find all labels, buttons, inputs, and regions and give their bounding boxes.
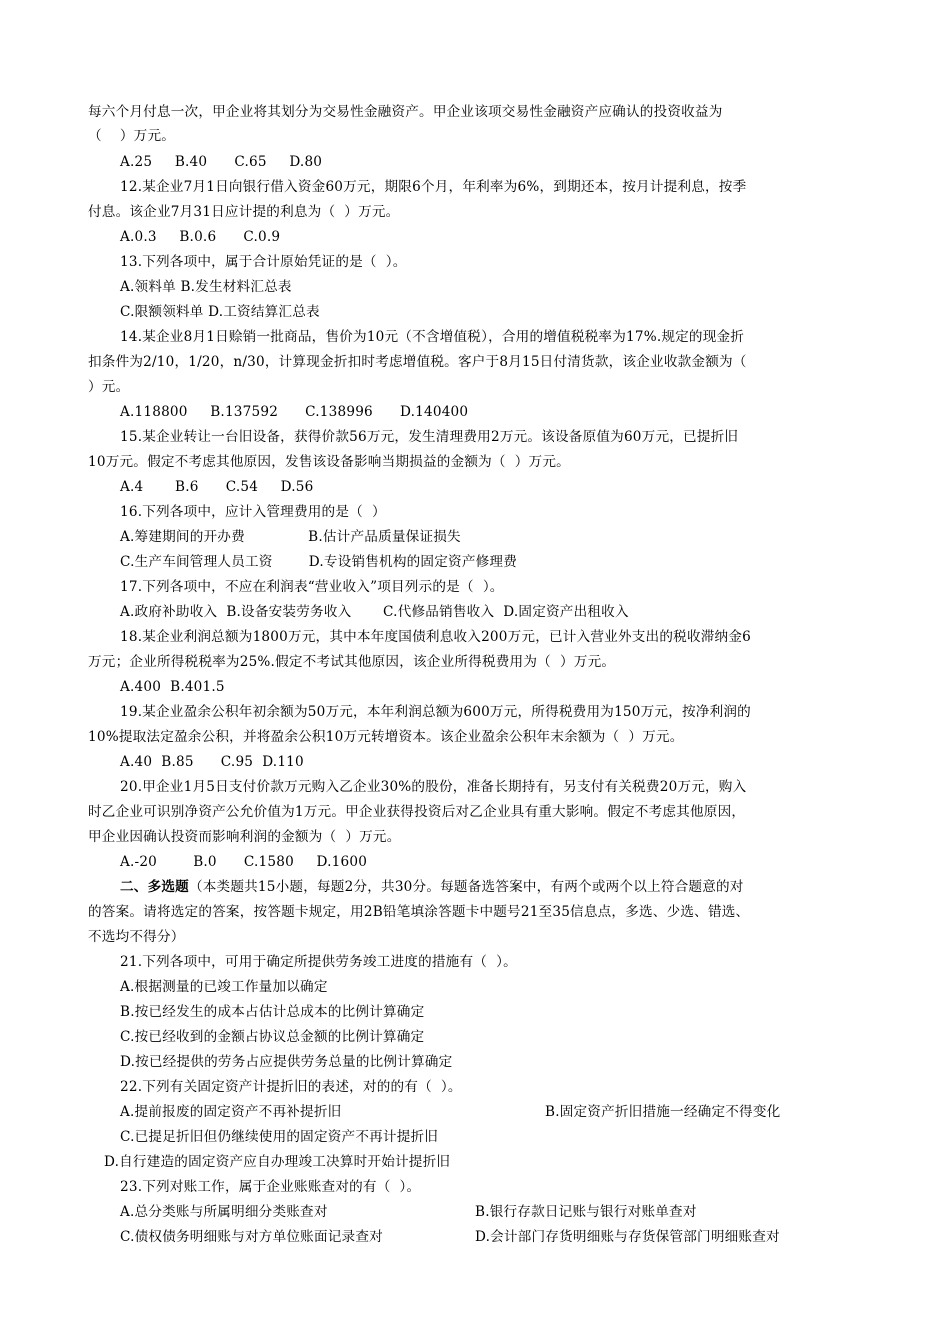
text-line: （ ）万元。: [88, 128, 176, 144]
option-line: C.生产车间管理人员工资 D.专设销售机构的固定资产修理费: [120, 554, 517, 570]
question-19: 19.某企业盈余公积年初余额为50万元，本年利润总额为600万元，所得税费用为150万元，按净利润的: [120, 704, 751, 720]
text-line: 10万元。假定不考虑其他原因，发售该设备影响当期损益的金额为（ ）万元。: [88, 454, 570, 470]
option-line: A.25 B.40 C.65 D.80: [120, 154, 323, 170]
option-line: C.限额领料单 D.工资结算汇总表: [120, 304, 320, 320]
text-line: 甲企业因确认投资而影响利润的金额为（ ）万元。: [88, 829, 401, 845]
option-line: A.总分类账与所属明细分类账查对: [120, 1204, 328, 1220]
option-line: A.领料单 B.发生材料汇总表: [120, 279, 292, 295]
text-line: 每六个月付息一次，甲企业将其划分为交易性金融资产。甲企业该项交易性金融资产应确认的投资收益为: [88, 104, 723, 120]
text-line: 付息。该企业7月31日应计提的利息为（ ）万元。: [88, 204, 400, 220]
option-line: A.4 B.6 C.54 D.56: [120, 479, 314, 495]
option-line: A.118800 B.137592 C.138996 D.140400: [120, 404, 469, 420]
option-line: B.按已经发生的成本占估计总成本的比例计算确定: [120, 1004, 425, 1020]
question-13: 13.下列各项中，属于合计原始凭证的是（ ）。: [120, 254, 407, 270]
text-line: 时乙企业可识别净资产公允价值为1万元。甲企业获得投资后对乙企业具有重大影响。假定不考虑其他原因，: [88, 804, 746, 820]
option-line: A.提前报废的固定资产不再补提折旧: [120, 1104, 342, 1120]
question-17: 17.下列各项中，不应在利润表“营业收入”项目列示的是（ ）。: [120, 579, 504, 595]
question-14: 14.某企业8月1日赊销一批商品，售价为10元（不含增值税），合用的增值税税率为17%.规定的现金折: [120, 329, 745, 345]
option-line: A.400 B.401.5: [120, 679, 225, 695]
question-23: 23.下列对账工作，属于企业账账查对的有（ ）。: [120, 1179, 421, 1195]
question-18: 18.某企业利润总额为1800万元，其中本年度国债利息收入200万元，已计入营业外支出的税收滞纳金6: [120, 629, 751, 645]
section-heading: 二、多选题: [120, 879, 189, 895]
question-21: 21.下列各项中，可用于确定所提供劳务竣工进度的措施有（ ）。: [120, 954, 517, 970]
text-line: 不选均不得分）: [88, 929, 185, 945]
option-line: C.债权债务明细账与对方单位账面记录查对: [120, 1229, 383, 1245]
question-20: 20.甲企业1月5日支付价款万元购入乙企业30%的股份，准备长期持有，另支付有关税费20万元，购入: [120, 779, 747, 795]
option-line: D.自行建造的固定资产应自办理竣工决算时开始计提折旧: [104, 1154, 451, 1170]
section-intro: [120, 877, 744, 897]
option-line: C.按已经收到的金额占协议总金额的比例计算确定: [120, 1029, 425, 1045]
option-line: C.已提足折旧但仍继续使用的固定资产不再计提折旧: [120, 1129, 439, 1145]
text-line: ）元。: [88, 379, 130, 395]
option-line: A.政府补助收入 B.设备安装劳务收入 C.代修品销售收入 D.固定资产出租收入: [120, 604, 629, 620]
text-line: 的答案。请将选定的答案，按答题卡规定，用2B铅笔填涂答题卡中题号21至35信息点，多选、少选、错选、: [88, 904, 750, 920]
option-line: A.40 B.85 C.95 D.110: [120, 754, 304, 770]
option-line: A.根据测量的已竣工作量加以确定: [120, 979, 328, 995]
option-line: A.筹建期间的开办费 B.估计产品质量保证损失: [120, 529, 461, 545]
question-22: 22.下列有关固定资产计提折旧的表述，对的的有（ ）。: [120, 1079, 462, 1095]
option-line: B.固定资产折旧措施一经确定不得变化: [545, 1104, 781, 1120]
section-instructions: （本类题共15小题，每题2分，共30分。每题备选答案中，有两个或两个以上符合题意的对: [188, 879, 744, 895]
option-line: A.-20 B.0 C.1580 D.1600: [120, 854, 368, 870]
question-15: 15.某企业转让一台旧设备，获得价款56万元，发生清理费用2万元。该设备原值为60万元，已提折旧: [120, 429, 739, 445]
text-line: 扣条件为2/10，1/20，n/30，计算现金折扣时考虑增值税。客户于8月15日付清货款，该企业收款金额为（: [88, 354, 747, 370]
option-line: D.按已经提供的劳务占应提供劳务总量的比例计算确定: [120, 1054, 453, 1070]
option-line: A.0.3 B.0.6 C.0.9: [120, 229, 281, 245]
text-line: 10%提取法定盈余公积，并将盈余公积10万元转增资本。该企业盈余公积年末余额为（ ）万元。: [88, 729, 684, 745]
question-12: 12.某企业7月1日向银行借入资金60万元，期限6个月，年利率为6%，到期还本，按月计提利息，按季: [120, 179, 747, 195]
option-line: B.银行存款日记账与银行对账单查对: [475, 1204, 697, 1220]
question-16: 16.下列各项中，应计入管理费用的是（ ）: [120, 504, 386, 520]
option-line: D.会计部门存货明细账与存货保管部门明细账查对: [475, 1229, 780, 1245]
text-line: 万元；企业所得税税率为25%.假定不考试其他原因，该企业所得税费用为（ ）万元。: [88, 654, 616, 670]
